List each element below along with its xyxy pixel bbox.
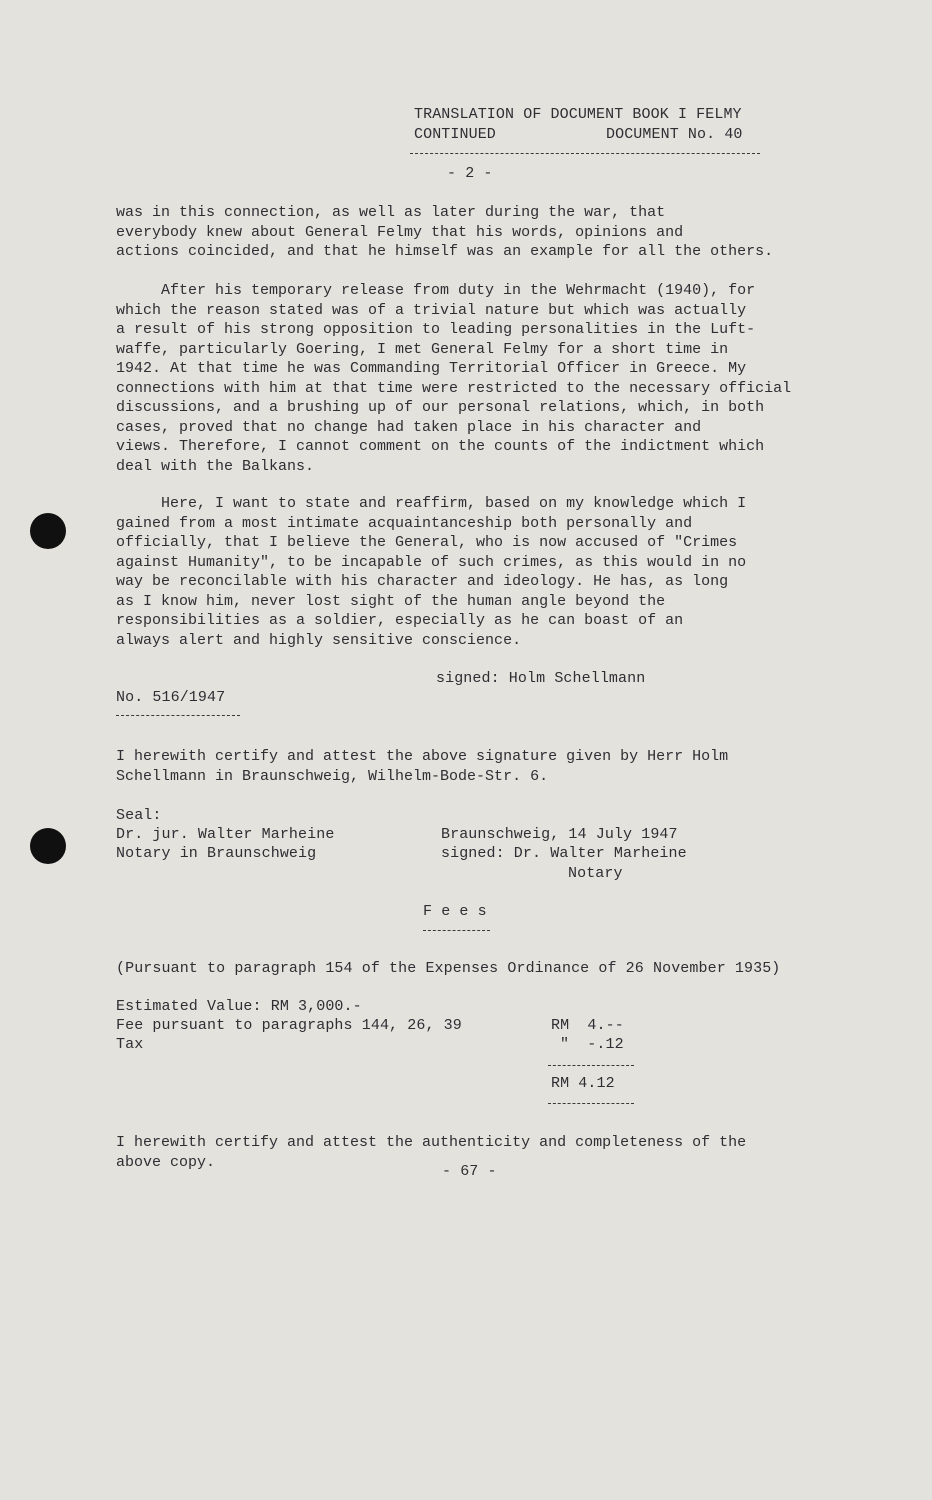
estimated-value: Estimated Value: RM 3,000.- bbox=[116, 998, 362, 1015]
registration-underline bbox=[116, 715, 240, 716]
paragraph-line: 1942. At that time he was Commanding Territorial Officer in Greece. My bbox=[116, 360, 747, 377]
paragraph-line: as I know him, never lost sight of the human angle beyond the bbox=[116, 592, 666, 610]
fees-ordinance: (Pursuant to paragraph 154 of the Expenses Ordinance of 26 November 1935) bbox=[116, 960, 781, 977]
continued-label: CONTINUED bbox=[414, 126, 496, 143]
page-marker: - 2 - bbox=[447, 165, 493, 182]
document-title: TRANSLATION OF DOCUMENT BOOK I FELMY bbox=[414, 106, 742, 123]
paragraph-line: actions coincided, and that he himself was an example for all the others. bbox=[116, 243, 774, 260]
notary-title: Notary bbox=[568, 865, 623, 882]
paragraph-line: views. Therefore, I cannot comment on the counts of the indictment which bbox=[116, 438, 765, 455]
seal-label: Seal: bbox=[116, 807, 162, 824]
fees-total-underline bbox=[548, 1103, 634, 1104]
paragraph-line: which the reason stated was of a trivial nature but which was actually bbox=[116, 301, 747, 319]
paragraph-line: After his temporary release from duty in the Wehrmacht (1940), for bbox=[161, 282, 756, 299]
punch-hole-bottom bbox=[30, 828, 66, 864]
notary-place: Notary in Braunschweig bbox=[116, 845, 317, 862]
attest-line: above copy. bbox=[116, 1153, 216, 1171]
certification-text bbox=[116, 747, 728, 786]
document-number: DOCUMENT No. 40 bbox=[606, 126, 743, 143]
paragraph-line: against Humanity", to be incapable of such crimes, as this would in no bbox=[116, 553, 747, 571]
paragraph-line: discussions, and a brushing up of our personal relations, which, in both bbox=[116, 399, 765, 416]
fee-label: Fee pursuant to paragraphs 144, 26, 39 bbox=[116, 1017, 462, 1034]
certification-line: Schellmann in Braunschweig, Wilhelm-Bode-Str. 6. bbox=[116, 767, 549, 785]
fees-sum-rule bbox=[548, 1065, 634, 1066]
paragraph-line: way be reconcilable with his character and ideology. He has, as long bbox=[116, 573, 729, 590]
certification-line: I herewith certify and attest the above signature given by Herr Holm bbox=[116, 748, 729, 765]
paragraph-3 bbox=[116, 494, 746, 650]
paragraph-line: responsibilities as a soldier, especially as he can boast of an bbox=[116, 612, 684, 629]
fee-amount: RM 4.-- bbox=[551, 1017, 624, 1034]
attest-line: I herewith certify and attest the authenticity and completeness of the bbox=[116, 1134, 747, 1151]
notary-name: Dr. jur. Walter Marheine bbox=[116, 826, 335, 843]
tax-amount: " -.12 bbox=[560, 1036, 624, 1053]
paragraph-line: always alert and highly sensitive conscience. bbox=[116, 631, 522, 649]
paragraph-line: officially, that I believe the General, who is now accused of "Crimes bbox=[116, 534, 738, 551]
header-divider bbox=[410, 153, 760, 154]
paragraph-line: cases, proved that no change had taken place in his character and bbox=[116, 418, 702, 436]
page-number: - 67 - bbox=[442, 1163, 497, 1180]
paragraph-line: Here, I want to state and reaffirm, based on my knowledge which I bbox=[161, 495, 747, 512]
paragraph-2 bbox=[116, 281, 791, 476]
paragraph-1 bbox=[116, 203, 773, 262]
paragraph-line: waffe, particularly Goering, I met General Felmy for a short time in bbox=[116, 340, 729, 358]
place-date: Braunschweig, 14 July 1947 bbox=[441, 826, 678, 843]
paragraph-line: deal with the Balkans. bbox=[116, 457, 315, 475]
attest-text bbox=[116, 1133, 746, 1172]
paragraph-line: everybody knew about General Felmy that his words, opinions and bbox=[116, 223, 684, 241]
paragraph-line: a result of his strong opposition to leading personalities in the Luft- bbox=[116, 321, 756, 338]
fees-heading: F e e s bbox=[423, 903, 487, 920]
registration-number: No. 516/1947 bbox=[116, 689, 226, 706]
punch-hole-top bbox=[30, 513, 66, 549]
fees-total: RM 4.12 bbox=[551, 1075, 615, 1092]
signed-line: signed: Holm Schellmann bbox=[436, 670, 646, 687]
paragraph-line: gained from a most intimate acquaintanceship both personally and bbox=[116, 514, 693, 532]
notary-signed: signed: Dr. Walter Marheine bbox=[441, 845, 687, 862]
paragraph-line: connections with him at that time were restricted to the necessary official bbox=[116, 379, 792, 397]
fees-underline bbox=[423, 930, 490, 931]
tax-label: Tax bbox=[116, 1036, 144, 1053]
paragraph-line: was in this connection, as well as later during the war, that bbox=[116, 204, 666, 221]
